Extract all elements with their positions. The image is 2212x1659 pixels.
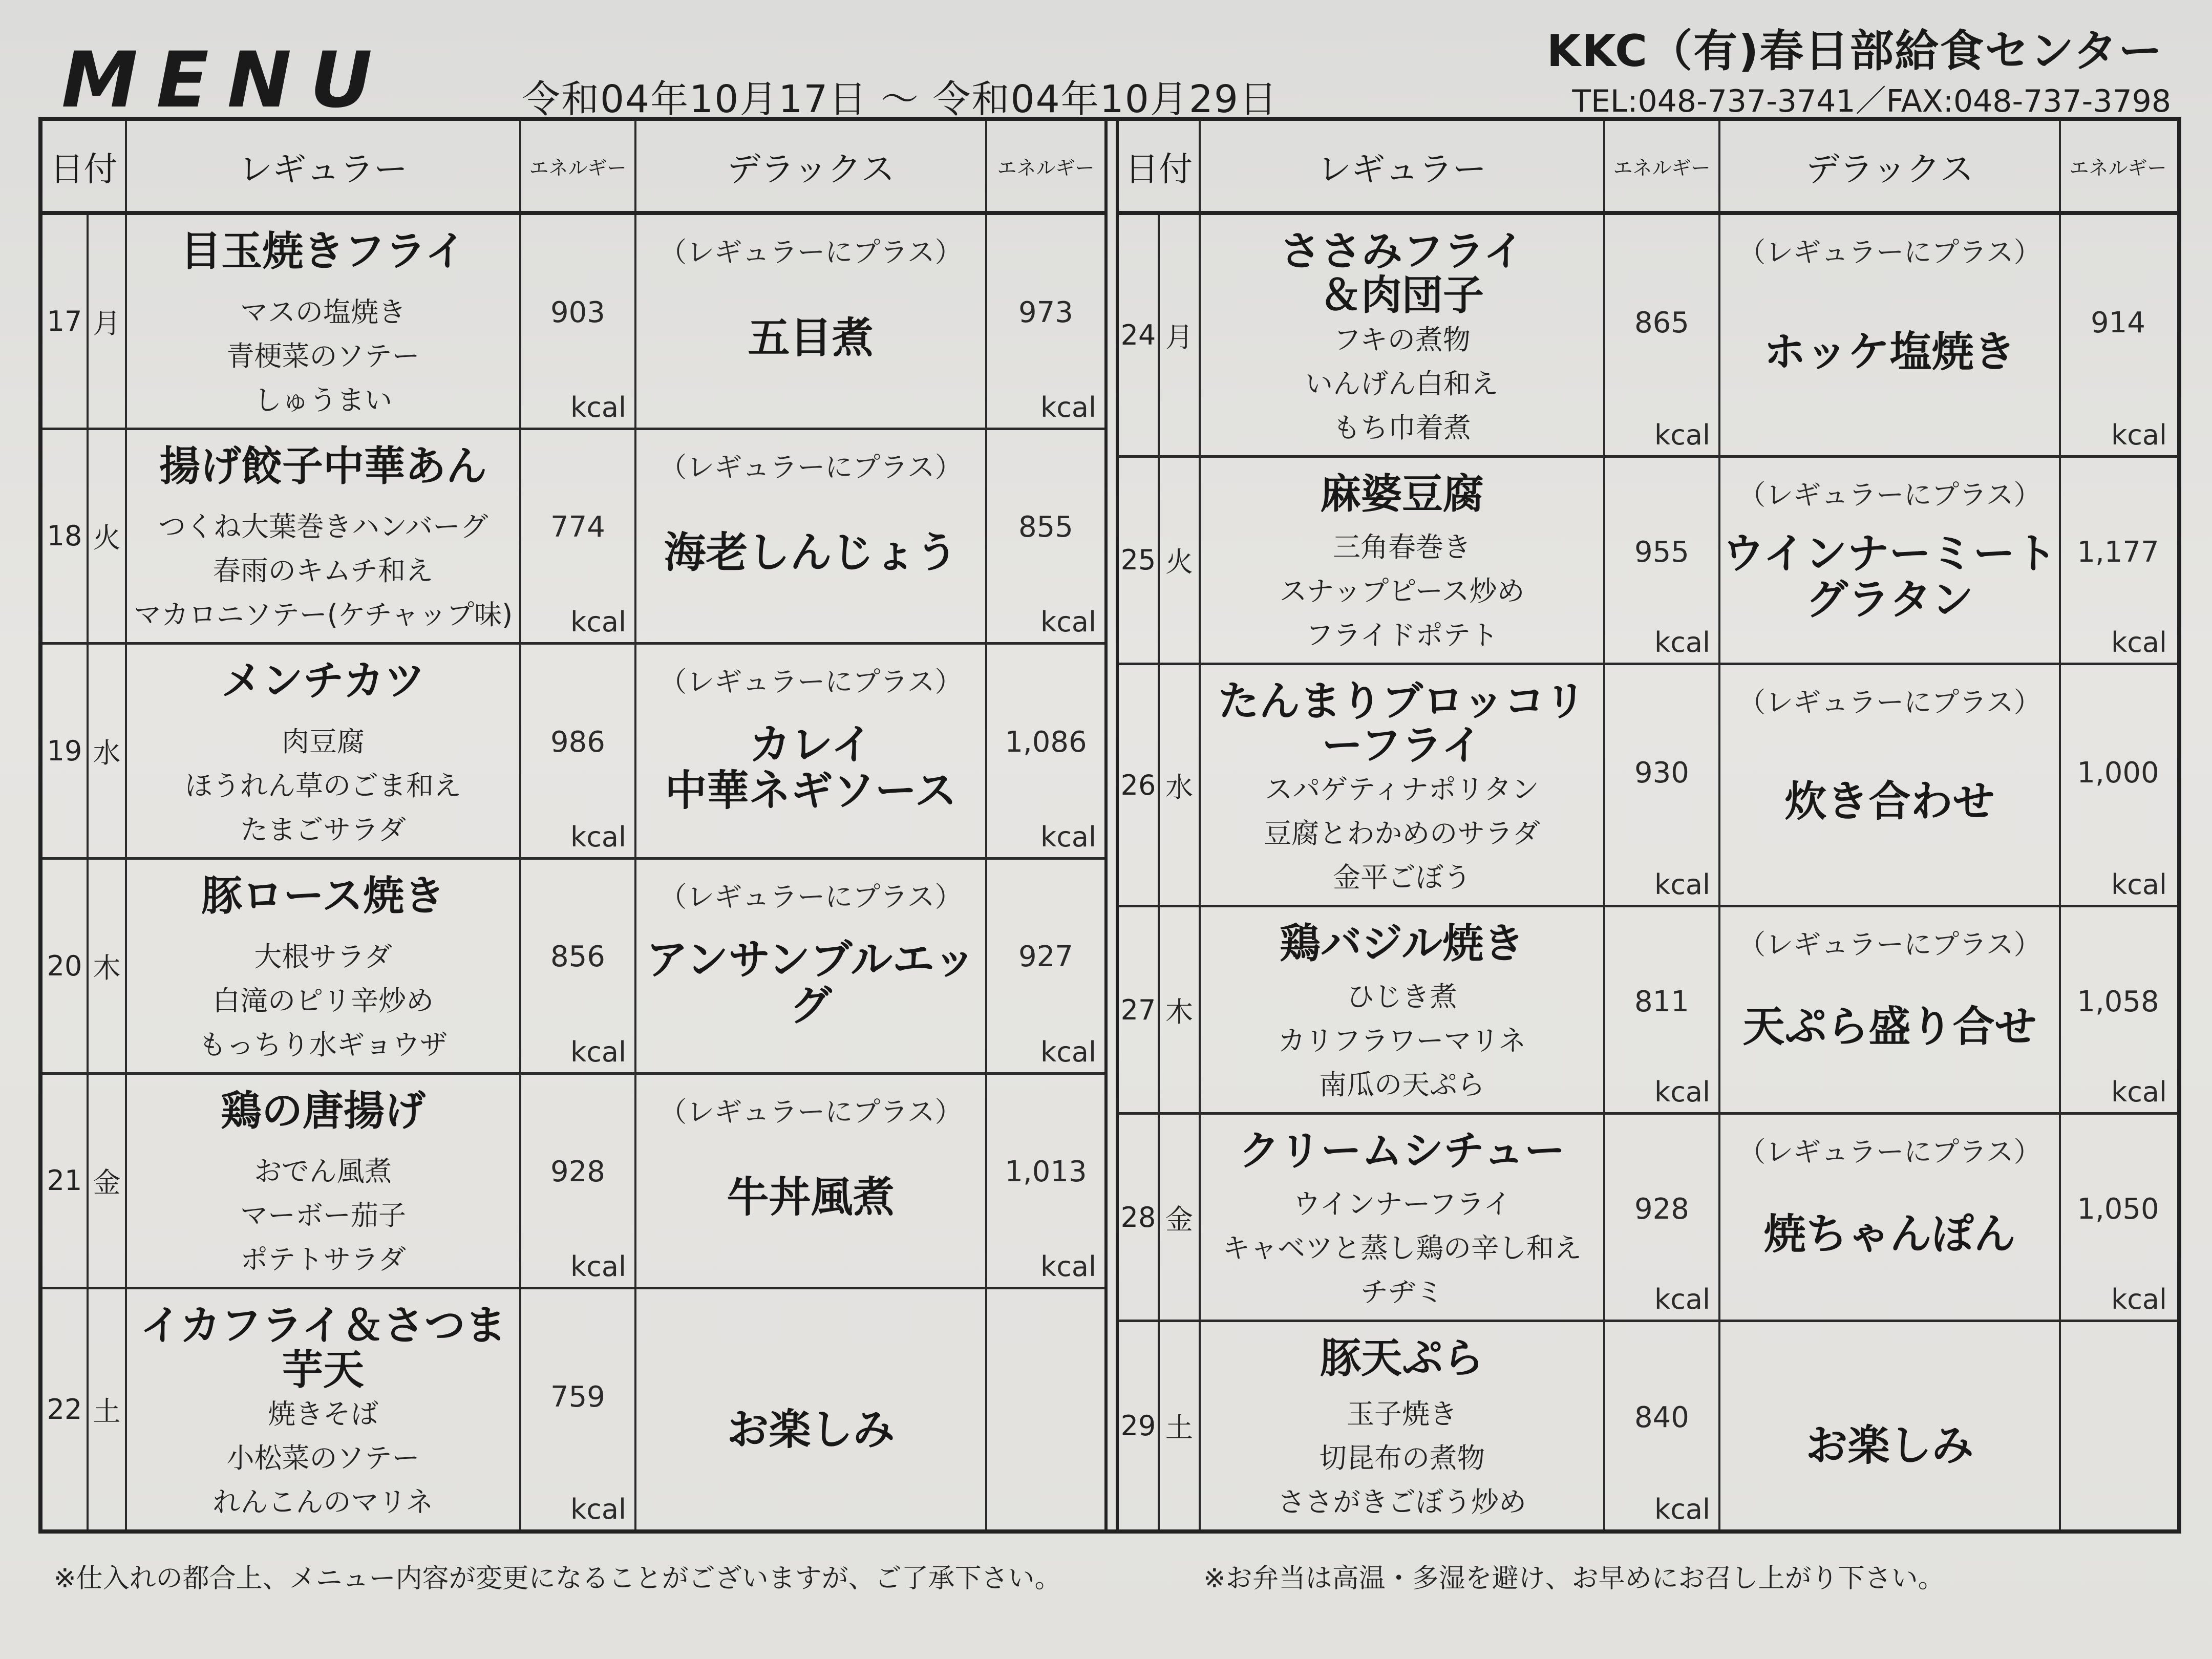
side-dish: 春雨のキムチ和え (212, 555, 434, 587)
deluxe-menu (636, 860, 987, 1072)
kcal-unit: kcal (570, 1250, 626, 1283)
deluxe-energy (987, 215, 1104, 428)
side-dish: いんげん白和え (1305, 367, 1499, 400)
regular-side-dishes (1278, 1392, 1526, 1524)
deluxe-note: （レギュラーにプラス） (1738, 928, 2041, 961)
side-dish: おでん風煮 (254, 1155, 392, 1188)
regular-menu (127, 1075, 521, 1287)
day-number: 26 (1119, 665, 1160, 905)
header-regular-energy: エネルギー (1605, 121, 1720, 211)
weekday: 水 (1160, 665, 1201, 905)
menu-table-week-2 (1116, 121, 2177, 1529)
regular-menu (127, 860, 521, 1072)
side-dish: スナップピース炒め (1279, 575, 1525, 607)
regular-energy (521, 430, 636, 643)
regular-main-dish: イカフライ＆さつま芋天 (140, 1302, 506, 1394)
deluxe-dish: 天ぷら盛り合せ (1742, 1002, 2037, 1051)
deluxe-dish: アンサンブルエッグ (646, 935, 976, 1030)
side-dish: 小松菜のソテー (226, 1441, 420, 1474)
side-dish: ポテトサラダ (240, 1243, 406, 1276)
kcal-unit: kcal (1654, 626, 1710, 658)
kcal-unit: kcal (570, 1493, 626, 1525)
regular-energy (1605, 1322, 1720, 1529)
deluxe-energy (987, 645, 1104, 857)
regular-energy (521, 215, 636, 428)
header-deluxe-energy: エネルギー (997, 156, 1095, 179)
regular-menu (1201, 215, 1605, 455)
kcal-unit: kcal (1654, 868, 1710, 901)
deluxe-kcal-value: 914 (2091, 306, 2145, 340)
regular-kcal-value: 928 (550, 1155, 605, 1189)
kcal-unit: kcal (1040, 606, 1096, 639)
deluxe-menu (636, 1075, 987, 1287)
day-number: 21 (42, 1075, 89, 1287)
kcal-unit: kcal (2111, 418, 2167, 451)
kcal-unit: kcal (570, 391, 626, 423)
menu-row (1119, 665, 2177, 908)
side-dish: 青梗菜のソテー (226, 339, 420, 372)
deluxe-note: （レギュラーにプラス） (1738, 686, 2041, 718)
deluxe-kcal-value: 855 (1018, 511, 1073, 544)
side-dish: 切昆布の煮物 (1319, 1442, 1485, 1474)
regular-kcal-value: 865 (1634, 306, 1689, 340)
deluxe-menu (1720, 1322, 2061, 1529)
day-number: 28 (1119, 1115, 1160, 1320)
regular-menu (1201, 665, 1605, 905)
regular-menu (1201, 458, 1605, 663)
weekday: 金 (89, 1075, 127, 1287)
regular-side-dishes (1222, 1182, 1582, 1314)
deluxe-note: （レギュラーにプラス） (1738, 236, 2041, 268)
regular-kcal-value: 774 (550, 511, 605, 544)
kcal-unit: kcal (1040, 820, 1096, 853)
weekday: 土 (1160, 1322, 1201, 1529)
deluxe-energy (987, 1289, 1104, 1529)
regular-kcal-value: 759 (550, 1380, 605, 1414)
deluxe-kcal-value: 927 (1018, 940, 1073, 974)
menu-table (38, 117, 2181, 1534)
deluxe-kcal-value: 1,177 (2077, 535, 2159, 569)
regular-energy (1605, 1115, 1720, 1320)
side-dish: たまごサラダ (240, 813, 406, 846)
deluxe-kcal-value: 1,013 (1005, 1155, 1087, 1189)
deluxe-energy (987, 1075, 1104, 1287)
regular-menu (1201, 1115, 1605, 1320)
header-row (42, 121, 1104, 215)
deluxe-dish: カレイ 中華ネギソース (665, 720, 957, 816)
menu-row (42, 860, 1104, 1075)
side-dish: チヂミ (1360, 1276, 1443, 1309)
deluxe-menu (636, 1289, 987, 1529)
header-regular: レギュラー (1201, 121, 1605, 211)
day-number: 22 (42, 1289, 89, 1529)
menu-table-week-1 (42, 121, 1108, 1529)
weekday: 火 (89, 430, 127, 643)
weekday: 木 (1160, 907, 1201, 1112)
deluxe-kcal-value: 973 (1018, 295, 1073, 329)
kcal-unit: kcal (1654, 418, 1710, 451)
kcal-unit: kcal (1654, 1076, 1710, 1109)
side-dish: ほうれん草のごま和え (185, 769, 461, 802)
regular-side-dishes (1305, 318, 1499, 450)
side-dish: 大根サラダ (254, 940, 392, 973)
deluxe-menu (636, 645, 987, 857)
menu-row (1119, 1322, 2177, 1529)
regular-side-dishes (134, 505, 513, 637)
regular-main-dish: 鶏バジル焼き (1280, 920, 1524, 968)
menu-row (42, 645, 1104, 860)
regular-side-dishes (1280, 525, 1525, 657)
regular-side-dishes (227, 290, 420, 422)
regular-kcal-value: 928 (1634, 1193, 1689, 1226)
deluxe-dish: 炊き合わせ (1784, 777, 1995, 826)
menu-row (42, 1075, 1104, 1290)
deluxe-energy (2061, 1115, 2175, 1320)
deluxe-dish: 五目煮 (748, 313, 874, 363)
regular-side-dishes (1264, 768, 1540, 900)
regular-menu (127, 1289, 521, 1529)
weekday: 土 (89, 1289, 127, 1529)
regular-kcal-value: 930 (1634, 756, 1689, 790)
header-deluxe: デラックス (636, 121, 987, 211)
deluxe-menu (1720, 907, 2061, 1112)
deluxe-dish: お楽しみ (727, 1405, 895, 1454)
kcal-unit: kcal (1654, 1493, 1710, 1525)
deluxe-energy (2061, 665, 2175, 905)
regular-energy (1605, 458, 1720, 663)
regular-kcal-value: 986 (550, 725, 605, 759)
side-dish: 玉子焼き (1347, 1398, 1457, 1430)
regular-main-dish: 豚ロース焼き (201, 871, 445, 920)
contact-info: TEL:048-737-3741／FAX:048-737-3798 (1572, 83, 2171, 119)
deluxe-dish: ウインナーミートグラタン (1722, 529, 2057, 625)
regular-energy (1605, 907, 1720, 1112)
deluxe-energy (987, 860, 1104, 1072)
side-dish: れんこんのマリネ (212, 1485, 434, 1518)
weekday: 月 (89, 215, 127, 428)
side-dish: 白滝のピリ辛炒め (212, 984, 434, 1017)
side-dish: ささがきごぼう炒め (1278, 1486, 1526, 1518)
kcal-unit: kcal (1040, 1035, 1096, 1068)
day-number: 27 (1119, 907, 1160, 1112)
side-dish: スパゲティナポリタン (1265, 773, 1539, 806)
side-dish: マスの塩焼き (240, 295, 406, 328)
header-date: 日付 (1119, 121, 1201, 211)
menu-row (42, 215, 1104, 430)
regular-main-dish: ささみフライ ＆肉団子 (1280, 227, 1524, 320)
side-dish: 豆腐とわかめのサラダ (1264, 817, 1540, 850)
deluxe-kcal-value: 1,000 (2077, 756, 2159, 790)
kcal-unit: kcal (570, 606, 626, 639)
regular-main-dish: 麻婆豆腐 (1320, 470, 1484, 518)
deluxe-kcal-value: 1,086 (1005, 725, 1087, 759)
deluxe-kcal-value: 1,050 (2077, 1193, 2159, 1226)
regular-energy (1605, 215, 1720, 455)
kcal-unit: kcal (2111, 1283, 2167, 1316)
header-regular-energy: エネルギー (521, 121, 636, 211)
regular-main-dish: 目玉焼きフライ (180, 227, 466, 275)
regular-energy (521, 860, 636, 1072)
side-dish: カリフラワーマリネ (1278, 1025, 1526, 1057)
menu-row (1119, 1115, 2177, 1322)
regular-side-dishes (213, 1392, 434, 1524)
regular-main-dish: クリームシチュー (1239, 1127, 1565, 1175)
deluxe-dish: 海老しんじょう (664, 528, 958, 578)
deluxe-energy (2061, 458, 2175, 663)
weekday: 水 (89, 645, 127, 857)
menu-row (42, 1289, 1104, 1529)
regular-main-dish: たんまりブロッコリーフライ (1218, 677, 1586, 770)
company-name: KKC（有)春日部給食センター (1546, 26, 2163, 77)
kcal-unit: kcal (570, 1035, 626, 1068)
deluxe-menu (636, 430, 987, 643)
kcal-unit: kcal (2111, 1076, 2167, 1109)
weekday: 月 (1160, 215, 1201, 455)
deluxe-dish: ホッケ塩焼き (1763, 327, 2016, 376)
header-deluxe: デラックス (1720, 121, 2061, 211)
header-regular: レギュラー (127, 121, 521, 211)
side-dish: マーボー茄子 (240, 1199, 406, 1232)
side-dish: ひじき煮 (1346, 981, 1457, 1013)
weekday: 金 (1160, 1115, 1201, 1320)
regular-menu (127, 215, 521, 428)
day-number: 19 (42, 645, 89, 857)
kcal-unit: kcal (1040, 1250, 1096, 1283)
deluxe-menu (1720, 665, 2061, 905)
side-dish: フキの煮物 (1333, 323, 1471, 356)
regular-side-dishes (240, 1150, 406, 1282)
deluxe-menu (1720, 458, 2061, 663)
side-dish: もち巾着煮 (1333, 411, 1471, 444)
side-dish: ウインナーフライ (1292, 1188, 1512, 1221)
deluxe-energy (987, 430, 1104, 643)
kcal-unit: kcal (1040, 391, 1096, 423)
deluxe-dish: お楽しみ (1805, 1421, 1974, 1471)
day-number: 24 (1119, 215, 1160, 455)
menu-logo: MENU (61, 36, 391, 125)
menu-row (1119, 907, 2177, 1115)
day-number: 29 (1119, 1322, 1160, 1529)
deluxe-menu (1720, 1115, 2061, 1320)
deluxe-energy (2061, 215, 2175, 455)
deluxe-energy (2061, 907, 2175, 1112)
side-dish: 金平ごぼう (1333, 861, 1471, 894)
deluxe-energy (2061, 1322, 2175, 1529)
regular-energy (521, 645, 636, 857)
deluxe-note: （レギュラーにプラス） (659, 451, 963, 483)
regular-side-dishes (1278, 975, 1526, 1107)
regular-side-dishes (199, 935, 448, 1067)
deluxe-note: （レギュラーにプラス） (659, 1095, 963, 1128)
side-dish: 南瓜の天ぷら (1318, 1069, 1485, 1101)
day-number: 20 (42, 860, 89, 1072)
deluxe-menu (636, 215, 987, 428)
side-dish: しゅうまい (253, 384, 392, 416)
regular-menu (1201, 1322, 1605, 1529)
deluxe-note: （レギュラーにプラス） (659, 666, 963, 698)
side-dish: マカロニソテー(ケチャップ味) (133, 599, 513, 631)
deluxe-note: （レギュラーにプラス） (1738, 478, 2041, 511)
regular-energy (521, 1289, 636, 1529)
deluxe-note: （レギュラーにプラス） (659, 880, 963, 913)
kcal-unit: kcal (570, 820, 626, 853)
deluxe-note: （レギュラーにプラス） (659, 236, 963, 268)
day-number: 25 (1119, 458, 1160, 663)
deluxe-dish: 焼ちゃんぽん (1763, 1209, 2016, 1259)
day-number: 18 (42, 430, 89, 643)
regular-kcal-value: 903 (550, 295, 605, 329)
header-row (1119, 121, 2177, 215)
side-dish: つくね大葉巻きハンバーグ (158, 511, 488, 543)
menu-row (1119, 458, 2177, 665)
regular-side-dishes (185, 720, 461, 852)
day-number: 17 (42, 215, 89, 428)
side-dish: 肉豆腐 (282, 725, 365, 758)
footnote-storage: ※お弁当は高温・多湿を避け、お早めにお召し上がり下さい。 (1203, 1563, 1945, 1594)
regular-main-dish: 豚天ぷら (1320, 1334, 1484, 1382)
regular-main-dish: メンチカツ (221, 657, 426, 705)
weekday: 火 (1160, 458, 1201, 663)
regular-menu (1201, 907, 1605, 1112)
regular-menu (127, 430, 521, 643)
menu-row (42, 430, 1104, 645)
kcal-unit: kcal (2111, 626, 2167, 658)
header-date: 日付 (42, 121, 127, 211)
regular-kcal-value: 955 (1634, 535, 1689, 569)
side-dish: もっちり水ギョウザ (199, 1028, 448, 1061)
deluxe-note: （レギュラーにプラス） (1738, 1136, 2041, 1168)
regular-energy (521, 1075, 636, 1287)
weekday: 木 (89, 860, 127, 1072)
side-dish: 三角春巻き (1332, 530, 1471, 563)
side-dish: 焼きそば (267, 1397, 378, 1430)
deluxe-kcal-value: 1,058 (2077, 985, 2159, 1019)
menu-row (1119, 215, 2177, 458)
footnote-substitution: ※仕入れの都合上、メニュー内容が変更になることがございますが、ご了承下さい。 (54, 1563, 1061, 1594)
date-range: 令和04年10月17日 〜 令和04年10月29日 (522, 77, 1279, 121)
kcal-unit: kcal (1654, 1283, 1710, 1316)
deluxe-menu (1720, 215, 2061, 455)
regular-menu (127, 645, 521, 857)
header-deluxe-energy: エネルギー (2069, 156, 2167, 179)
regular-kcal-value: 856 (550, 940, 605, 974)
regular-kcal-value: 811 (1634, 985, 1689, 1019)
regular-main-dish: 揚げ餃子中華あん (159, 442, 487, 490)
side-dish: フライドポテト (1305, 619, 1499, 651)
regular-main-dish: 鶏の唐揚げ (221, 1087, 426, 1135)
kcal-unit: kcal (2111, 868, 2167, 901)
deluxe-dish: 牛丼風煮 (727, 1173, 895, 1222)
side-dish: キャベツと蒸し鶏の辛し和え (1222, 1232, 1582, 1265)
regular-energy (1605, 665, 1720, 905)
regular-kcal-value: 840 (1634, 1400, 1689, 1434)
